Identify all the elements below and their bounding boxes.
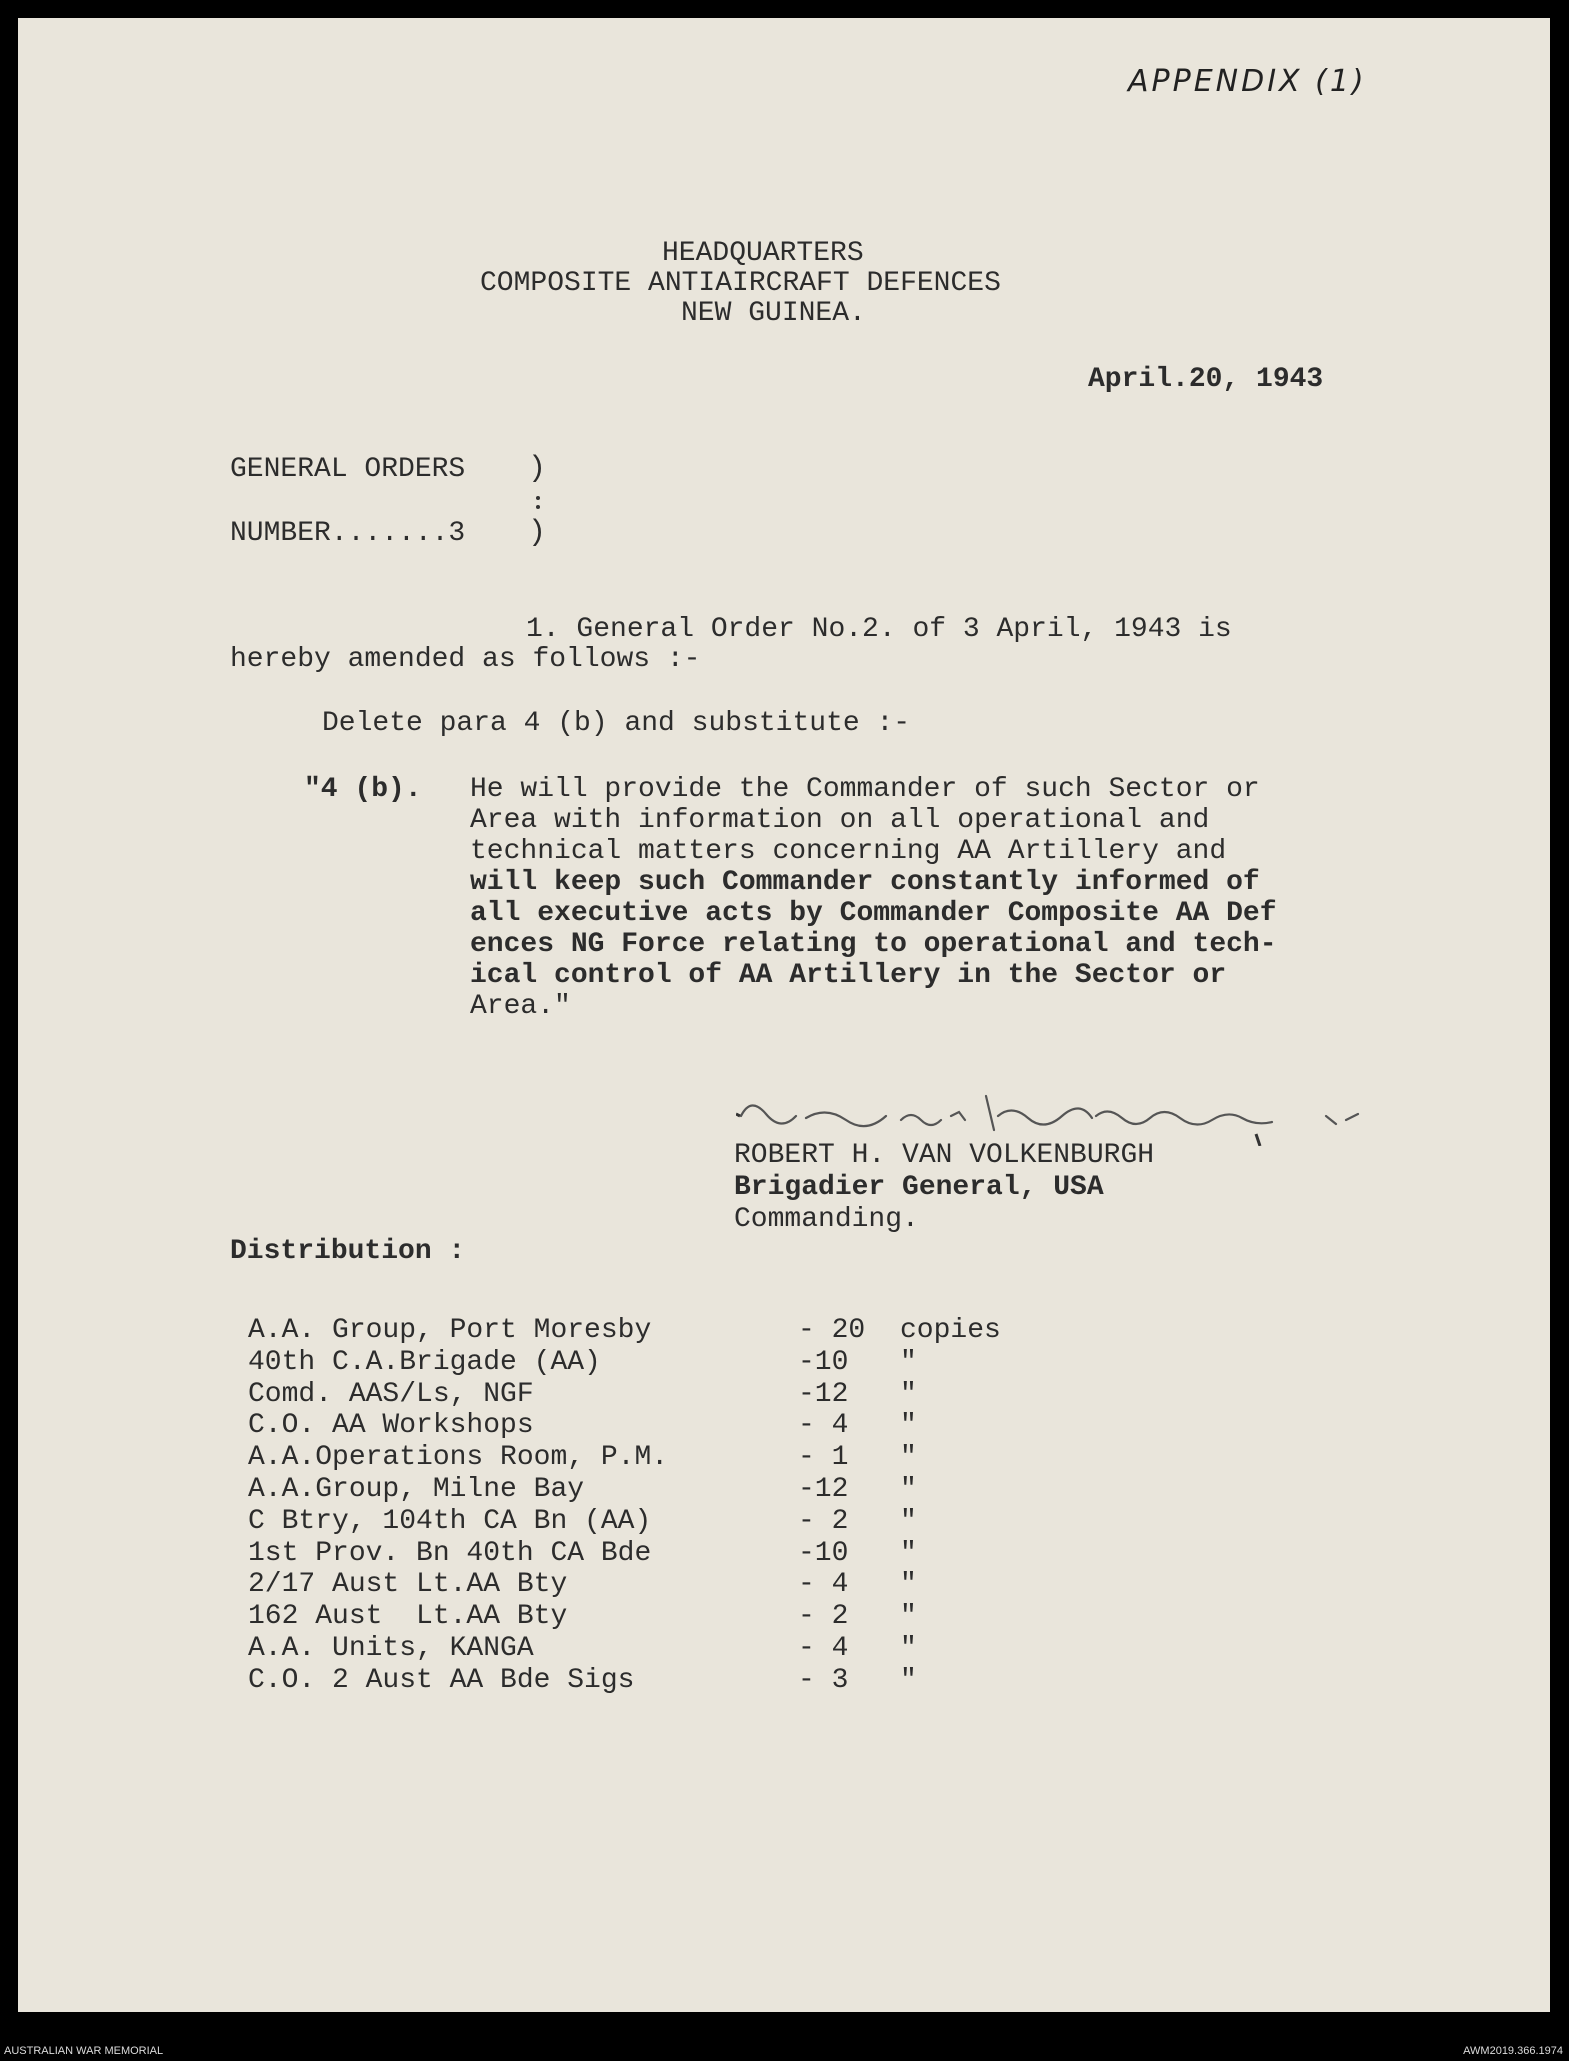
header-line-2: COMPOSITE ANTIAIRCRAFT DEFENCES (480, 268, 1001, 299)
quote-line: He will provide the Commander of such Sector or (470, 774, 1260, 805)
amendment-instruction: Delete para 4 (b) and substitute :- (322, 708, 911, 739)
quote-line: Area with information on all operational and (470, 805, 1210, 836)
document-page: APPENDIX (1) HEADQUARTERS COMPOSITE ANTIAIRCRAFT DEFENCES NEW GUINEA. April.20, 1943 GENERAL ORDERS ) NUMBER.......3 ) 1. General Order No.2. of 3 April, 1943 is hereby amended as follows :- Delete para 4 (b) and substitute :- "4 (b). He will provide the Commander of such Sector or Area with information on all operational and technical matters concerning AA Artillery and will keep such Commander constantly informed of all executive acts by Commander Composite AA Def ences NG Force relating to operational and tech- ical control of AA Artillery in the Sector or Area." ROBERT H. VAN VOLKENBURGH Brigadier General, USA Commanding. Distribution : A.A. Group, Port Moresby - 20 copies 40th C.A.Brigade (AA) -10 " Comd. AAS/Ls, NGF -12 " C.O. AA Workshops - 4 " A.A.Operations Room, P.M. - 1 " A.A.Group, Milne Bay -12 " C Btry, 104th CA Bn (AA) - 2 " 1st Prov. Bn 40th CA Bde -10 " 2/17 Aust Lt.AA Bty - 4 " 162 Aust Lt.AA Bty - 2 " A.A. Units, KANGA - 4 " C.O. 2 Aust AA Bde Sigs - 3 " (18, 18, 1550, 2012)
footer-archive-name: AUSTRALIAN WAR MEMORIAL (4, 2045, 164, 2057)
paragraph-1-line-2: hereby amended as follows :- (230, 644, 701, 675)
header-line-3: NEW GUINEA. (681, 298, 866, 329)
signatory-rank: Brigadier General, USA (734, 1172, 1104, 1203)
distribution-title: Distribution : (230, 1236, 466, 1267)
quote-line: all executive acts by Commander Composite AA Def (470, 898, 1277, 929)
quote-label: "4 (b). (304, 774, 422, 805)
orders-title: GENERAL ORDERS (230, 454, 466, 485)
signatory-name: ROBERT H. VAN VOLKENBURGH (734, 1140, 1155, 1171)
bracket-top: ) (528, 452, 547, 486)
orders-number: NUMBER.......3 (230, 518, 466, 549)
paragraph-1-line-1: 1. General Order No.2. of 3 April, 1943 is (526, 614, 1232, 645)
quote-line: Area." (470, 991, 571, 1022)
header-line-1: HEADQUARTERS (662, 238, 864, 269)
quote-line: ences NG Force relating to operational and tech- (470, 929, 1277, 960)
bracket-bottom: ) (528, 516, 547, 550)
signatory-role: Commanding. (734, 1204, 919, 1235)
footer-catalogue-id: AWM2019.366.1974 (1463, 2045, 1563, 2057)
handwritten-annotation: APPENDIX (1) (1128, 64, 1367, 99)
quote-line: will keep such Commander constantly informed of (470, 867, 1260, 898)
quote-line: ical control of AA Artillery in the Sector or (470, 960, 1227, 991)
document-date: April.20, 1943 (1088, 364, 1324, 395)
handwritten-signature (736, 1086, 1386, 1146)
bracket-dots (536, 496, 540, 514)
quote-line: technical matters concerning AA Artillery and (470, 836, 1227, 867)
